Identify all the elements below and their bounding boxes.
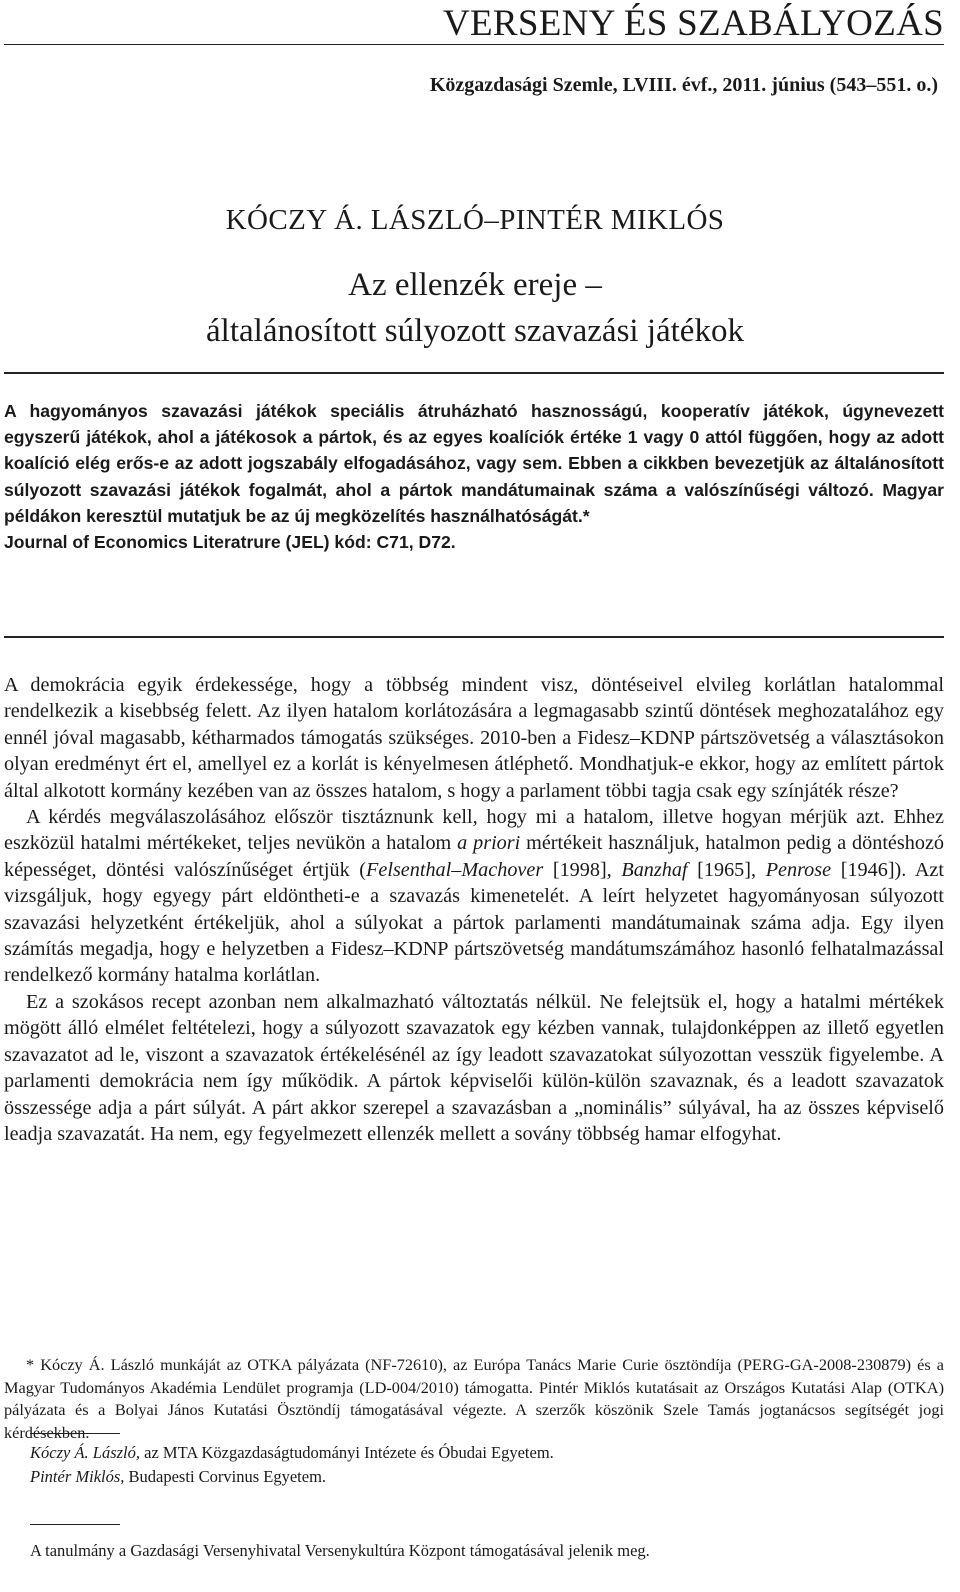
- affiliation-item: [30, 1465, 930, 1489]
- p2-ref-felsenthal: Felsenthal–Machover: [366, 858, 544, 881]
- article-title-line-2: általánosított súlyozott szavazási játékok: [206, 313, 744, 349]
- footnote: [4, 1354, 944, 1444]
- p2-ref-penrose: Penrose: [765, 858, 832, 881]
- body-paragraph-3: Ez a szokásos recept azonban nem alkalmazható változtatás nélkül. Ne felejtsük el, hogy a hatalmi mértékek mögött álló elmélet feltételezi, hogy a súlyozott szavazatok egy kézben vannak, tulajdonképpen az illető egyetlen szavazatot ad le, viszont a szavazatok értékelésénél az így leadott szavazatokat súlyozottan vesszük figyelembe. A parlamenti demokrácia nem így működik. A pártok képviselői külön-külön szavaznak, és a leadott szavazatok összessége adja a párt súlyát. A párt akkor szerepel a szavazásban a „nominális” súlyával, ha az összes képviselő leadja szavazatát. Ha nem, egy fegyelmezett ellenzék mellett a sovány többség hamar elfogyhat.: [4, 990, 944, 1145]
- p2-text-d: [1965],: [687, 858, 766, 881]
- affiliation-org: az MTA Közgazdaságtudományi Intézete és Óbudai Egyetem.: [140, 1443, 554, 1462]
- support-rule: [30, 1524, 120, 1525]
- author-affiliations: [30, 1441, 930, 1489]
- p2-text-b: mértékeit használjuk, hatalmon pedig a döntéshozó képességet, döntési valószínűséget értjük (: [4, 832, 944, 881]
- article-body: [4, 672, 944, 1147]
- abstract: [4, 398, 944, 555]
- affiliation-org: Budapesti Corvinus Egyetem.: [124, 1467, 327, 1486]
- p2-text-c: [1998],: [543, 858, 622, 881]
- affiliation-rule: [30, 1433, 120, 1434]
- article-title: [0, 262, 950, 354]
- jel-codes: Journal of Economics Literatrure (JEL) kód: C71, D72.: [4, 532, 456, 553]
- section-title: VERSENY ÉS SZABÁLYOZÁS: [442, 3, 944, 44]
- header-rule: [4, 44, 944, 45]
- abstract-bottom-rule: [4, 636, 944, 638]
- body-paragraph-2: [4, 804, 944, 989]
- journal-citation: Közgazdasági Szemle, LVIII. évf., 2011. június (543–551. o.): [429, 74, 938, 96]
- article-title-line-1: Az ellenzék ereje –: [348, 267, 602, 303]
- affiliation-name: Kóczy Á. László,: [30, 1443, 141, 1462]
- footnote-text: * Kóczy Á. László munkáját az OTKA pályázata (NF-72610), az Európa Tanács Marie Curie ösztöndíja (PERG-GA-2008-230879) és a Magyar Tudományos Akadémia Lendület programja (LD-004/2010) támogatta. Pintér Miklós kutatásait az Országos Kutatási Alap (OTKA) pályázata és a Bolyai János Kutatási Ösztöndíj támogatásával végezte. A szerzők köszönik Szele Tamás jogtanácsos segítségét jogi kérdésekben.: [4, 1355, 944, 1442]
- p2-text-a: A kérdés megválaszolásához először tisztáznunk kell, hogy mi a hatalom, illetve hogyan mérjük azt. Ehhez eszközül hatalmi mértékeket, teljes nevükön a hatalom: [4, 806, 944, 855]
- article-authors: KÓCZY Á. LÁSZLÓ–PINTÉR MIKLÓS: [225, 204, 725, 236]
- abstract-text: A hagyományos szavazási játékok speciális átruházható hasznosságú, kooperatív játékok, úgynevezett egyszerű játékok, ahol a játékosok a pártok, és az egyes koalíciók értéke 1 vagy 0 attól függően, hogy az adott koalíció elég erős-e az adott jogszabály elfogadásához, vagy sem. Ebben a cikkben bevezetjük az általánosított súlyozott szavazási játékok fogalmát, ahol a pártok mandátumainak száma a valószínűségi változó. Magyar példákon keresztül mutatjuk be az új megközelítés használhatóságát.*: [4, 401, 944, 526]
- affiliation-item: [30, 1441, 930, 1465]
- affiliation-name: Pintér Miklós,: [30, 1467, 125, 1486]
- p2-ref-banzhaf: Banzhaf: [621, 858, 688, 881]
- support-note: A tanulmány a Gazdasági Versenyhivatal Versenykultúra Központ támogatásával jelenik meg.: [30, 1541, 650, 1560]
- body-paragraph-1: A demokrácia egyik érdekessége, hogy a többség mindent visz, döntéseivel elvileg korlátlan hatalommal rendelkezik a kisebbség felett. Az ilyen hatalom korlátozására a legmagasabb szintű döntések meghozatalához egy ennél jóval magasabb, kétharmados támogatás szükséges. 2010-ben a Fidesz–KDNP pártszövetség a választásokon olyan eredményt ért el, amellyel ez a korlát is kényelmesen átléphető. Mondhatjuk-e ekkor, hogy az említett pártok által alkotott kormány kezében van az összes hatalom, s hogy a parlament többi tagja csak egy színjáték része?: [4, 674, 944, 802]
- p2-text-e: [1946]). Azt vizsgáljuk, hogy egyegy párt eldöntheti-e a szavazás kimenetelét. A leírt helyzetet hagyományosan súlyozott szavazási helyzetként értékeljük, ahol a súlyokat a pártok parlamenti mandátumainak száma adja. Egy ilyen számítás megadja, hogy e helyzetben a Fidesz–KDNP pártszövetség mandátumszámához hasonló felhatalmazással rendelkező kormány hatalma korlátlan.: [4, 858, 945, 987]
- p2-apriori: a priori: [457, 832, 521, 855]
- abstract-top-rule: [4, 372, 944, 374]
